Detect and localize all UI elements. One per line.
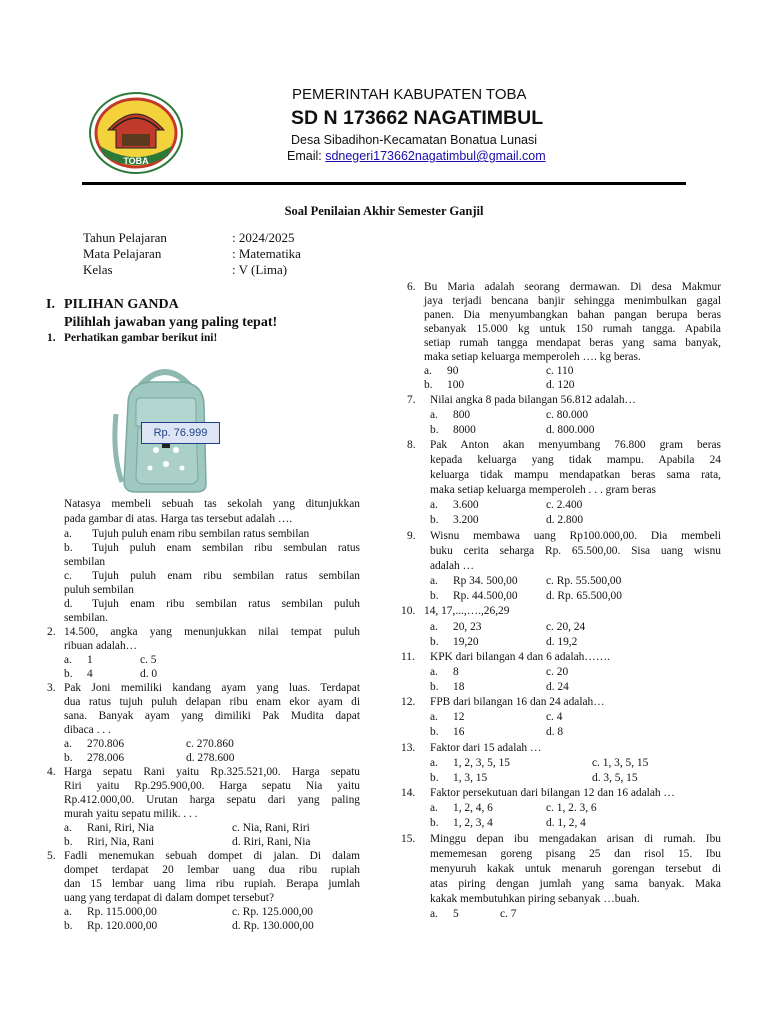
q8-line-3: keluarga tidak mampu mendapatkan beras sama rata, xyxy=(430,469,721,481)
q15-option-a-value: 5 xyxy=(453,908,459,920)
q13-option-d: d. 3, 5, 15 xyxy=(592,772,638,784)
q7-option-c: c. 80.000 xyxy=(546,409,589,421)
q3-option-a-value: 270.806 xyxy=(87,738,125,750)
q14-option-d: d. 1, 2, 4 xyxy=(546,817,586,829)
q13-option-a-value: 1, 2, 3, 5, 15 xyxy=(453,757,510,769)
q4-line-3: Rp.412.000,00. Urutan harga sepatu dari yang paling xyxy=(64,794,360,806)
q14-option-b-value: 1, 2, 3, 4 xyxy=(453,817,493,829)
q5-line-2: dompet terdapat 20 lembar uang dua ribu rupiah xyxy=(64,864,360,876)
q12-option-d: d. 8 xyxy=(546,726,564,738)
q5-line-4: uang yang terdapat di dalam dompet tersebut? xyxy=(64,892,275,904)
q8-line-1: Pak Anton akan menyumbang 76.800 gram beras xyxy=(430,439,721,451)
q11-option-d: d. 24 xyxy=(546,681,569,693)
school-email-line xyxy=(287,149,546,163)
q8-option-a-key: a. xyxy=(430,499,438,511)
q5-line-3: dan 15 lembar uang lima ribu rupiah. Berapa jumlah xyxy=(64,878,360,890)
q8-number: 8. xyxy=(407,439,416,451)
q5-option-d: d. Rp. 130.000,00 xyxy=(232,920,314,932)
q9-option-a-value: Rp 34. 500,00 xyxy=(453,575,518,587)
q6-line-5: setiap rumah tangga mendapat beras yang sama banyak, xyxy=(424,337,721,349)
meta-year-value: : 2024/2025 xyxy=(232,230,295,245)
q15-line-5: kakak membutuhkan piring sebanyak …buah. xyxy=(430,893,640,905)
q11-line-1: KPK dari bilangan 4 dan 6 adalah……. xyxy=(430,651,610,663)
q9-option-b-value: Rp. 44.500,00 xyxy=(453,590,518,602)
q5-option-b-key: b. xyxy=(64,920,73,932)
q1-option-d-line-1: Tujuh enam ribu sembilan ratus sembilan puluh xyxy=(92,598,360,610)
q1-option-c-line-1: Tujuh puluh enam ribu sembilan ratus sembilan xyxy=(92,570,360,582)
q2-option-a-key: a. xyxy=(64,654,72,666)
q10-number: 10. xyxy=(401,605,416,617)
q5-number: 5. xyxy=(47,850,56,862)
q10-option-d: d. 19,2 xyxy=(546,636,578,648)
school-address: Desa Sibadihon-Kecamatan Bonatua Lunasi xyxy=(291,133,538,147)
q11-option-b-key: b. xyxy=(430,681,439,693)
q6-option-b-value: 100 xyxy=(447,379,465,391)
q4-number: 4. xyxy=(47,766,56,778)
q6-option-a-key: a. xyxy=(424,365,432,377)
q13-line-1: Faktor dari 15 adalah … xyxy=(430,742,542,754)
q1-option-c-line-2: puluh sembilan xyxy=(64,584,134,596)
q6-line-3: panen. Dia menyumbangkan bahan pangan berupa beras xyxy=(424,309,721,321)
meta-class-label: Kelas xyxy=(83,262,113,277)
q5-option-c: c. Rp. 125.000,00 xyxy=(232,906,313,918)
q12-option-a-value: 12 xyxy=(453,711,465,723)
q5-line-1: Fadli menemukan sebuah dompet di jalan. Di dalam xyxy=(64,850,360,862)
q1-option-d-key: d. xyxy=(64,598,73,610)
q6-option-d: d. 120 xyxy=(546,379,575,391)
q14-option-b-key: b. xyxy=(430,817,439,829)
q3-option-b-value: 278.006 xyxy=(87,752,125,764)
q7-option-d: d. 800.000 xyxy=(546,424,595,436)
q5-option-a-key: a. xyxy=(64,906,72,918)
meta-subject-label: Mata Pelajaran xyxy=(83,246,162,261)
q9-line-1: Wisnu membawa uang Rp100.000,00. Dia membeli xyxy=(430,530,721,542)
q3-line-4: dibaca . . . xyxy=(64,724,111,736)
q13-option-c: c. 1, 3, 5, 15 xyxy=(592,757,649,769)
q14-option-a-value: 1, 2, 4, 6 xyxy=(453,802,493,814)
header-divider xyxy=(82,182,686,185)
q9-option-a-key: a. xyxy=(430,575,438,587)
q4-option-a-key: a. xyxy=(64,822,72,834)
q5-option-a-value: Rp. 115.000,00 xyxy=(87,906,157,918)
q8-option-a-value: 3.600 xyxy=(453,499,479,511)
q1-stem-line-2: pada gambar di atas. Harga tas tersebut adalah …. xyxy=(64,513,293,525)
q4-line-4: murah yaitu sepatu milik. . . . xyxy=(64,808,198,820)
meta-subject-value: : Matematika xyxy=(232,246,301,261)
q1-text: Perhatikan gambar berikut ini! xyxy=(64,332,218,344)
q2-option-a-value: 1 xyxy=(87,654,93,666)
q7-option-a-value: 800 xyxy=(453,409,471,421)
q2-option-b-key: b. xyxy=(64,668,73,680)
q3-option-a-key: a. xyxy=(64,738,72,750)
q10-option-b-key: b. xyxy=(430,636,439,648)
q7-line-1: Nilai angka 8 pada bilangan 56.812 adalah… xyxy=(430,394,636,406)
q5-option-b-value: Rp. 120.000,00 xyxy=(87,920,158,932)
q6-line-4: sebanyak 15.000 kg untuk 150 rumah tangga. Apabila xyxy=(424,323,721,335)
q1-option-a-text: Tujuh puluh enam ribu sembilan ratus sembilan xyxy=(92,528,310,540)
q8-option-d: d. 2.800 xyxy=(546,514,584,526)
meta-year-label: Tahun Pelajaran xyxy=(83,230,167,245)
q3-line-2: dua ratus tujuh puluh delapan ribu enam ekor ayam di xyxy=(64,696,360,708)
school-logo xyxy=(86,90,186,176)
q9-option-b-key: b. xyxy=(430,590,439,602)
q9-option-d: d. Rp. 65.500,00 xyxy=(546,590,622,602)
q6-option-c: c. 110 xyxy=(546,365,574,377)
q2-line-2: ribuan adalah… xyxy=(64,640,138,652)
q6-line-2: jaya terjadi bencana banjir sehingga menimbulkan gagal xyxy=(424,295,721,307)
q2-number: 2. xyxy=(47,626,56,638)
q4-option-b-value: Riri, Nia, Rani xyxy=(87,836,155,848)
q7-option-b-key: b. xyxy=(430,424,439,436)
meta-class-value: : V (Lima) xyxy=(232,262,288,277)
q2-line-1: 14.500, angka yang menunjukkan nilai tempat puluh xyxy=(64,626,360,638)
q4-option-c: c. Nia, Rani, Riri xyxy=(232,822,310,834)
q15-number: 15. xyxy=(401,833,416,845)
q13-option-a-key: a. xyxy=(430,757,438,769)
q4-option-d: d. Riri, Rani, Nia xyxy=(232,836,311,848)
q8-line-2: kepada keluarga yang tidak mampu. Apabila 24 xyxy=(430,454,721,466)
q6-line-6: maka setiap keluarga memperoleh …. kg beras. xyxy=(424,351,641,363)
q12-option-a-key: a. xyxy=(430,711,438,723)
q3-line-1: Pak Joni memiliki kandang ayam yang luas. Terdapat xyxy=(64,682,360,694)
q12-option-b-value: 16 xyxy=(453,726,465,738)
q12-option-c: c. 4 xyxy=(546,711,563,723)
q9-number: 9. xyxy=(407,530,416,542)
q14-option-c: c. 1, 2. 3, 6 xyxy=(546,802,597,814)
q7-number: 7. xyxy=(407,394,416,406)
q6-line-1: Bu Maria adalah seorang dermawan. Di desa Makmur xyxy=(424,281,721,293)
q13-option-b-value: 1, 3, 15 xyxy=(453,772,488,784)
q6-option-a-value: 90 xyxy=(447,365,459,377)
q15-line-2: mememesan goreng pisang 25 dan risol 15. Ibu xyxy=(430,848,721,860)
q15-line-4: atas piring dengan jumlah yang sama banyak. Maka xyxy=(430,878,721,890)
q10-option-a-value: 20, 23 xyxy=(453,621,482,633)
q7-option-b-value: 8000 xyxy=(453,424,476,436)
q8-line-4: maka setiap keluarga memperoleh . . . gram beras xyxy=(430,484,656,496)
q10-option-a-key: a. xyxy=(430,621,438,633)
q1-stem-line-1: Natasya membeli sebuah tas sekolah yang ditunjukkan xyxy=(64,498,360,510)
q4-option-a-value: Rani, Riri, Nia xyxy=(87,822,155,834)
q8-option-b-key: b. xyxy=(430,514,439,526)
q4-line-2: Riri yaitu Rp.295.900,00. Harga sepatu Nia yaitu xyxy=(64,780,360,792)
q10-line-1: 14, 17,...,….,26,29 xyxy=(424,605,510,617)
logo-text: TOBA xyxy=(123,156,149,166)
q1-option-b-key: b. xyxy=(64,542,73,554)
q8-option-b-value: 3.200 xyxy=(453,514,479,526)
q3-option-b-key: b. xyxy=(64,752,73,764)
q9-option-c: c. Rp. 55.500,00 xyxy=(546,575,622,587)
q2-option-c: c. 5 xyxy=(140,654,157,666)
q3-option-c: c. 270.860 xyxy=(186,738,234,750)
price-tag: Rp. 76.999 xyxy=(141,422,220,444)
q1-option-b-line-1: Tujuh puluh enam sembilan ribu sembulan ratus xyxy=(92,542,360,554)
section-number: I. xyxy=(46,297,55,312)
q11-option-a-value: 8 xyxy=(453,666,459,678)
q9-line-2: buku cerita seharga Rp. 65.500,00. Sisa uang wisnu xyxy=(430,545,721,557)
q2-option-d: d. 0 xyxy=(140,668,158,680)
q10-option-b-value: 19,20 xyxy=(453,636,479,648)
q1-number: 1. xyxy=(47,332,56,344)
q7-option-a-key: a. xyxy=(430,409,438,421)
q10-option-c: c. 20, 24 xyxy=(546,621,586,633)
q4-line-1: Harga sepatu Rani yaitu Rp.325.521,00. Harga sepatu xyxy=(64,766,360,778)
q1-option-b-line-2: sembilan xyxy=(64,556,106,568)
school-name: SD N 173662 NAGATIMBUL xyxy=(291,107,544,129)
q11-option-b-value: 18 xyxy=(453,681,465,693)
q4-option-b-key: b. xyxy=(64,836,73,848)
q14-line-1: Faktor persekutuan dari bilangan 12 dan 16 adalah … xyxy=(430,787,675,799)
q1-option-d-line-2: sembilan. xyxy=(64,612,108,624)
q12-line-1: FPB dari bilangan 16 dan 24 adalah… xyxy=(430,696,605,708)
q11-number: 11. xyxy=(401,651,415,663)
exam-title: Soal Penilaian Akhir Semester Ganjil xyxy=(284,204,484,218)
q14-option-a-key: a. xyxy=(430,802,438,814)
q3-option-d: d. 278.600 xyxy=(186,752,235,764)
q9-line-3: adalah … xyxy=(430,560,474,572)
q1-option-c-key: c. xyxy=(64,570,72,582)
toba-emblem-icon xyxy=(86,90,186,176)
government-name: PEMERINTAH KABUPATEN TOBA xyxy=(292,86,527,103)
q11-option-a-key: a. xyxy=(430,666,438,678)
email-link[interactable]: sdnegeri173662nagatimbul@gmail.com xyxy=(325,149,546,163)
q12-option-b-key: b. xyxy=(430,726,439,738)
q14-number: 14. xyxy=(401,787,416,799)
q11-option-c: c. 20 xyxy=(546,666,569,678)
q2-option-b-value: 4 xyxy=(87,668,93,680)
q15-option-a-key: a. xyxy=(430,908,438,920)
q15-line-3: menyuruh kakak untuk menaruh gorengan tersebut di xyxy=(430,863,721,875)
q6-option-b-key: b. xyxy=(424,379,433,391)
q8-option-c: c. 2.400 xyxy=(546,499,583,511)
q12-number: 12. xyxy=(401,696,416,708)
q3-number: 3. xyxy=(47,682,56,694)
q3-line-3: sana. Banyak ayam yang dimiliki Pak Mudita dapat xyxy=(64,710,360,722)
section-title: PILIHAN GANDA xyxy=(64,297,179,312)
q6-number: 6. xyxy=(407,281,416,293)
q15-line-1: Minggu depan ibu mengadakan arisan di rumah. Ibu xyxy=(430,833,721,845)
q13-option-b-key: b. xyxy=(430,772,439,784)
q13-number: 13. xyxy=(401,742,416,754)
section-instruction: Pilihlah jawaban yang paling tepat! xyxy=(64,315,278,330)
q1-option-a-key: a. xyxy=(64,528,72,540)
email-label: Email: xyxy=(287,149,326,163)
q15-option-c: c. 7 xyxy=(500,908,517,920)
